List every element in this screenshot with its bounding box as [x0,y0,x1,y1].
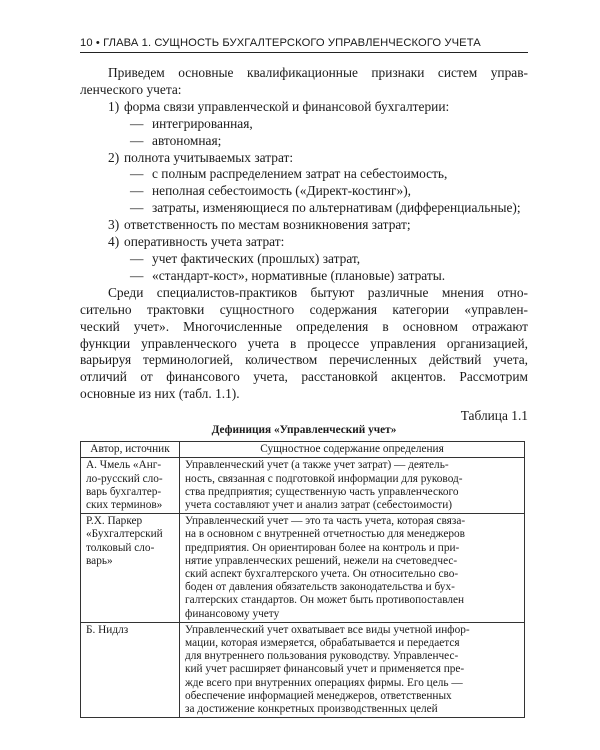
paragraph-line: ческий учет». Многочисленные определения в основном отражают [80,318,528,334]
table-row [81,458,525,514]
table-body [81,458,525,718]
dash-marker: — [130,200,144,216]
definition-line: боден от давления обязательств законодательства и бух- [185,581,455,594]
author-cell [81,458,180,514]
chapter-label: ГЛАВА 1. [103,37,152,49]
list-subitem [80,251,528,268]
definition-cell [180,514,525,623]
table-row [81,514,525,623]
column-header-author: Автор, источник [81,442,180,458]
author-line: А. Чмель «Анг- [86,459,162,472]
list-subitem [80,116,528,133]
definition-line: Управленческий учет (а также учет затрат) — деятель- [185,459,449,472]
list-subitem [80,183,528,200]
definition-line: обеспечение информацией менеджеров, ответственных [185,689,452,702]
list-subitem [80,133,528,150]
definition-cell [180,458,525,514]
definition-line: Управленческий учет — это та часть учета, которая связа- [185,515,466,528]
author-line: ло-русский сло- [86,472,163,485]
page-number: 10 [80,37,93,49]
page-body [80,65,528,718]
author-line: ских терминов» [86,498,163,511]
table-row [81,622,525,717]
list-subitem-label: «стандарт-кост», нормативные (плановые) затраты. [152,267,446,283]
list-item [80,234,528,251]
running-header [80,36,528,50]
author-line: «Бухгалтерский [86,528,163,541]
paragraph-line: отличий от финансового учета, расстановкой акцентов. Рассмотрим [80,369,528,385]
paragraph-line: Среди специалистов-практиков бытуют различные мнения отно- [108,284,528,300]
paragraph-line: функции управленческого учета в процессе управления организацией, [80,335,528,351]
author-line: варь бухгалтер- [86,485,162,498]
list-item [80,99,528,116]
definition-line: ность, связанная с подготовкой информации для руковод- [185,472,463,485]
dash-marker: — [130,132,144,148]
table-title: Дефиниция «Управленческий учет» [211,424,397,437]
author-line: Р.Х. Паркер [86,515,143,528]
author-line: варь» [86,554,113,567]
list-item-label: полнота учитываемых затрат: [124,149,294,165]
dash-marker: — [130,166,144,182]
list-subitem-label: с полным распределением затрат на себестоимость, [152,166,448,182]
definition-line: учета составляют учет и анализ затрат (себестоимости) [185,498,453,511]
definition-line: ский аспект бухгалтерского учета. Он относительно сво- [185,567,459,580]
list-subitem-label: затраты, изменяющиеся по альтернативам (дифференциальные); [152,200,521,216]
list-subitem-label: интегрированная, [152,115,253,131]
author-cell [81,514,180,623]
intro-line: ленческого учета: [80,81,182,97]
definition-line: за достижение конкретных производственных целей [185,702,438,715]
chapter-title: СУЩНОСТЬ БУХГАЛТЕРСКОГО УПРАВЛЕНЧЕСКОГО УЧЕТА [154,37,481,49]
list-item [80,150,528,167]
list-subitem [80,166,528,183]
list-subitem-label: учет фактических (прошлых) затрат, [152,250,361,266]
definition-line: нятие управленческих решений, нежели на счетоведчес- [185,554,458,567]
column-header-definition: Сущностное содержание определения [180,442,525,458]
list-item-label: ответственность по местам возникновения затрат; [124,217,411,233]
dash-marker: — [130,250,144,266]
table-caption: Таблица 1.1 [460,408,528,424]
list-item-number: 1) [108,98,120,114]
intro-line: Приведем основные квалификационные признаки систем управ- [108,65,528,80]
definition-line: кий учет расширяет финансовый учет и применяется пре- [185,663,465,676]
definition-cell [180,622,525,717]
paragraph-line: сительно трактовки сущностного содержания категории «управлен- [80,301,528,317]
definitions-table [80,441,525,718]
list-item [80,217,528,234]
criteria-list [80,99,528,285]
author-cell [81,622,180,717]
dash-marker: — [130,267,144,283]
table-header-row [81,442,525,458]
intro-paragraph [80,65,528,99]
definition-line: финансовому учету [185,607,280,620]
paragraph-line: варьируя терминологией, количеством перечисленных действий учета, [80,352,528,368]
list-subitem [80,200,528,217]
dash-marker: — [130,115,144,131]
discussion-paragraph [80,285,528,403]
header-bullet: • [95,37,100,49]
definition-line: предприятия. Он ориентирован более на контроль и при- [185,541,460,554]
definition-line: на в основном с внутренней отчетностью для менеджеров [185,528,465,541]
author-line: Б. Нидлз [86,623,129,636]
definition-line: ства предприятия; существенную часть управленческого [185,485,459,498]
list-item-number: 4) [108,234,120,250]
header-rule [80,52,528,53]
list-item-label: оперативность учета затрат: [124,234,285,250]
list-subitem [80,268,528,285]
list-subitem-label: автономная; [152,132,222,148]
definition-line: мации, которая измеряется, обрабатывается и передается [185,636,460,649]
definition-line: для внутреннего пользования руководству. Управленчес- [185,650,459,663]
list-item-number: 2) [108,149,120,165]
definition-line: жде всего при внутренних операциях фирмы. Его цель — [185,676,463,689]
list-item-number: 3) [108,217,120,233]
dash-marker: — [130,183,144,199]
author-line: толковый сло- [86,541,155,554]
list-subitem-label: неполная себестоимость («Директ-костинг»), [152,183,411,199]
definition-line: Управленческий учет охватывает все виды учетной инфор- [185,623,470,636]
definition-line: галтерских стандартов. Он может быть противопоставлен [185,594,465,607]
list-item-label: форма связи управленческой и финансовой бухгалтерии: [124,98,450,114]
paragraph-line: основные из них (табл. 1.1). [80,386,240,402]
